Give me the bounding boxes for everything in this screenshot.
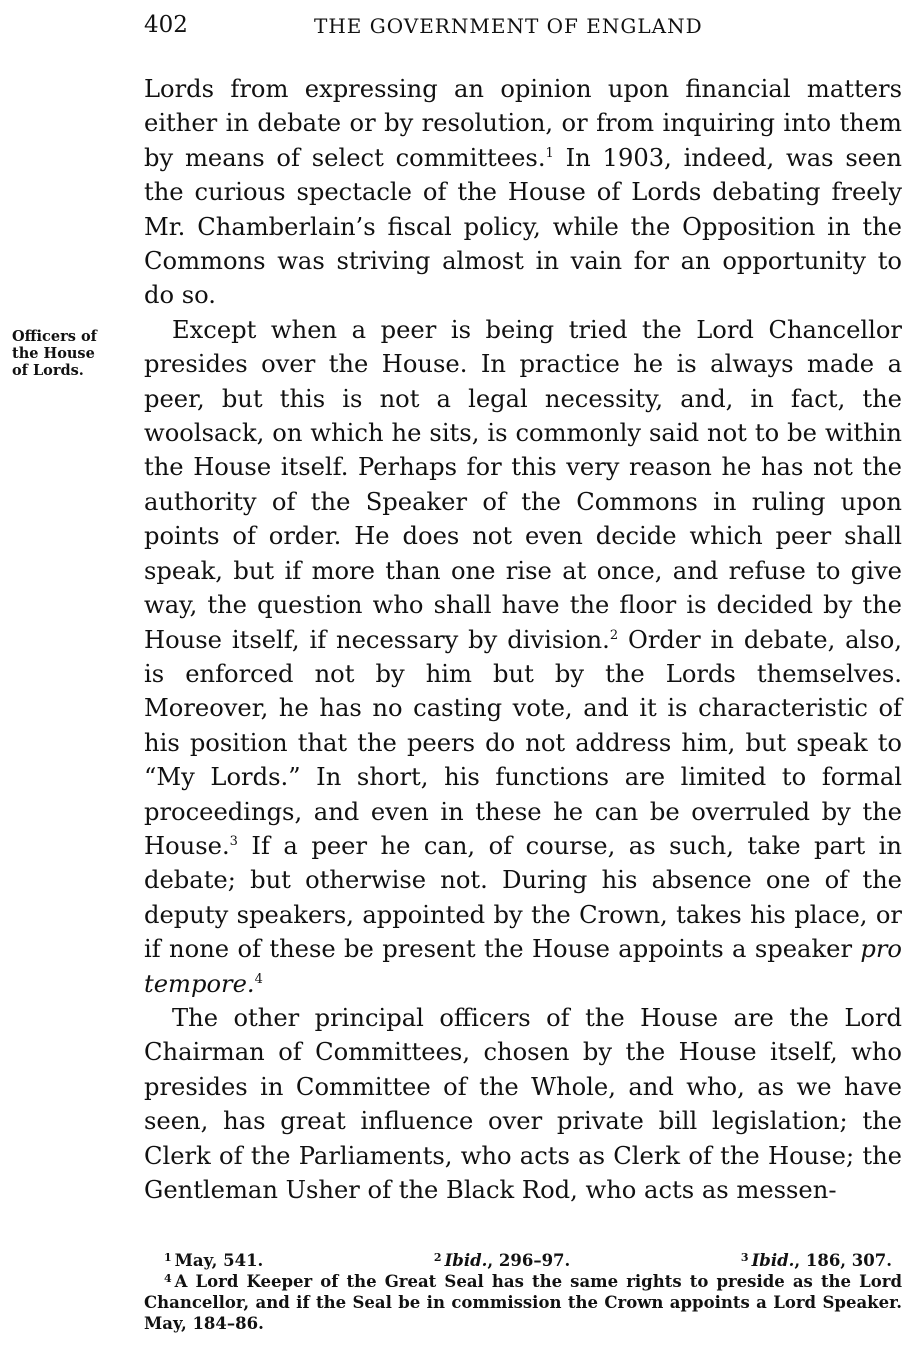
footnote-1: 1 May, 541. xyxy=(164,1251,264,1270)
footnote-row xyxy=(144,1250,902,1271)
footnotes xyxy=(144,1250,902,1334)
paragraph-3: The other principal officers of the House are the Lord Chairman of Committees, chosen by the House itself, who presides in Committee of the Whole, and who, as we have seen, has great influence over private bill legislation; the Clerk of the Parliaments, who acts as Clerk of the House; the Gentleman Usher of the Black Rod, who acts as messen- xyxy=(144,1003,902,1204)
margin-note xyxy=(12,328,124,379)
body-text xyxy=(144,72,902,1207)
footnote-ref-1: 1 xyxy=(545,145,554,161)
running-head: THE GOVERNMENT OF ENGLAND xyxy=(314,14,703,38)
margin-note-line: the House xyxy=(12,345,95,362)
footnote-2: 2 Ibid., 296–97. xyxy=(433,1251,571,1270)
footnote-ref-3: 3 xyxy=(229,833,238,849)
footnote-3: 3 Ibid., 186, 307. xyxy=(740,1251,892,1270)
footnote-ref-4: 4 xyxy=(254,971,263,987)
page-header xyxy=(144,12,904,42)
footnote-4: $^4$ A Lord Keeper of the Great Seal has the same rights to preside as the Lord Chancellor, and if the Seal be in commission the Crown appoints a Lord Speaker. May, 184–86. xyxy=(144,1272,902,1333)
paragraph-1: Lords from expressing an opinion upon financial matters either in debate or by resolution, or from inquiring into them by means of select committees.$^1$ In 1903, indeed, was seen the curious spectacle of the House of Lords debating freely Mr. Chamberlain’s fiscal policy, while the Opposition in the Commons was striving almost in vain for an opportunity to do so. xyxy=(144,75,902,310)
page-number: 402 xyxy=(144,12,188,38)
footnote-ref-2: 2 xyxy=(609,627,619,643)
margin-note-line: Officers of xyxy=(12,328,97,345)
paragraph-2: Except when a peer is being tried the Lord Chancellor presides over the House. In practice he is always made a peer, but this is not a legal necessity, and, in fact, the woolsack, on which he sits, is commonly said not to be within the House itself. Perhaps for this very reason he has not the authority of the Speaker of the Commons in ruling upon points of order. He does not even decide which peer shall speak, but if more than one rise at once, and refuse to give way, the question who shall have the floor is decided by the House itself, if necessary by division.$^2$ Order in debate, also, is enforced not by him but by the Lords themselves. Moreover, he has no casting vote, and it is characteristic of his position that the peers do not address him, but speak to “My Lords.” In short, his functions are limited to formal proceedings, and even in these he can be overruled by the House.$^3$ If a peer he can, of course, as such, take part in debate; but otherwise not. During his absence one of the deputy speakers, appointed by the Crown, takes his place, or if none of these be present the House appoints a speaker pro tempore.$^4$ xyxy=(144,315,902,998)
margin-note-line: of Lords. xyxy=(12,362,84,379)
